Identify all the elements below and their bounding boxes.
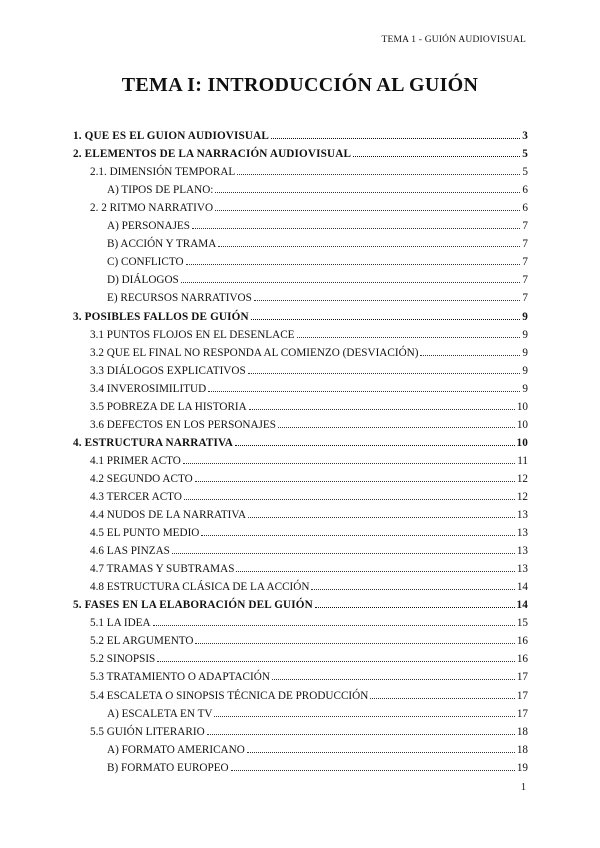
toc-entry-title: 5.3 TRATAMIENTO O ADAPTACIÓN <box>90 671 270 684</box>
dot-leader <box>195 643 514 644</box>
toc-entry-title: A) FORMATO AMERICANO <box>107 743 245 756</box>
toc-entry[interactable] <box>73 575 528 593</box>
dot-leader <box>192 228 520 229</box>
toc-entry-page: 17 <box>516 671 528 684</box>
dot-leader <box>172 553 515 554</box>
toc-entry-title: 3.2 QUE EL FINAL NO RESPONDA AL COMIENZO (DESVIACIÓN) <box>90 346 419 359</box>
dot-leader <box>236 571 514 572</box>
toc-entry-title: 3.4 INVEROSIMILITUD <box>90 382 207 395</box>
toc-entry[interactable] <box>73 665 528 683</box>
toc-entry[interactable] <box>73 431 528 449</box>
toc-entry-title: A) ESCALETA EN TV <box>107 707 213 720</box>
dot-leader <box>420 355 520 356</box>
toc-entry-title: 3.6 DEFECTOS EN LOS PERSONAJES <box>90 418 276 431</box>
dot-leader <box>215 192 520 193</box>
toc-entry-title: A) TIPOS DE PLANO: <box>107 184 214 197</box>
dot-leader <box>195 481 515 482</box>
dot-leader <box>247 752 515 753</box>
toc-entry-page: 7 <box>522 274 528 287</box>
toc-entry-page: 11 <box>517 454 528 467</box>
dot-leader <box>311 589 514 590</box>
dot-leader <box>370 698 515 699</box>
toc-entry-page: 17 <box>516 689 528 702</box>
table-of-contents <box>73 124 528 774</box>
dot-leader <box>235 445 515 446</box>
toc-entry[interactable] <box>73 557 528 575</box>
toc-entry-title: B) FORMATO EUROPEO <box>107 761 229 774</box>
dot-leader <box>186 264 521 265</box>
toc-entry[interactable] <box>73 268 528 286</box>
toc-entry-page: 18 <box>516 725 528 738</box>
dot-leader <box>214 716 514 717</box>
toc-entry-page: 10 <box>516 400 528 413</box>
toc-entry[interactable] <box>73 413 528 431</box>
toc-entry-page: 16 <box>516 635 528 648</box>
dot-leader <box>208 391 520 392</box>
toc-entry-page: 9 <box>522 364 528 377</box>
toc-entry-page: 17 <box>516 707 528 720</box>
toc-entry[interactable] <box>73 323 528 341</box>
toc-entry-title: A) PERSONAJES <box>107 220 190 233</box>
running-header: TEMA 1 - GUIÓN AUDIOVISUAL <box>381 35 526 45</box>
toc-entry[interactable] <box>73 467 528 485</box>
dot-leader <box>181 282 521 283</box>
toc-entry[interactable] <box>73 304 528 322</box>
dot-leader <box>353 156 520 157</box>
toc-entry-page: 9 <box>522 382 528 395</box>
dot-leader <box>184 499 515 500</box>
toc-entry[interactable] <box>73 196 528 214</box>
page-number: 1 <box>521 782 526 793</box>
toc-entry[interactable] <box>73 286 528 304</box>
toc-entry[interactable] <box>73 593 528 611</box>
toc-entry[interactable] <box>73 449 528 467</box>
toc-entry-page: 3 <box>522 130 528 143</box>
toc-entry-title: 5.1 LA IDEA <box>90 617 151 630</box>
toc-entry-title: 3.1 PUNTOS FLOJOS EN EL DESENLACE <box>90 328 295 341</box>
toc-entry-page: 14 <box>516 581 528 594</box>
toc-entry-page: 12 <box>516 472 528 485</box>
toc-entry[interactable] <box>73 178 528 196</box>
dot-leader <box>278 427 515 428</box>
toc-entry-title: 5. FASES EN LA ELABORACIÓN DEL GUIÓN <box>73 599 313 612</box>
dot-leader <box>157 661 515 662</box>
toc-entry-page: 10 <box>516 436 528 449</box>
dot-leader <box>272 679 515 680</box>
toc-entry-title: 3.3 DIÁLOGOS EXPLICATIVOS <box>90 364 246 377</box>
toc-entry[interactable] <box>73 702 528 720</box>
toc-entry-page: 10 <box>516 418 528 431</box>
toc-entry-page: 13 <box>516 527 528 540</box>
toc-entry-page: 7 <box>522 256 528 269</box>
dot-leader <box>231 770 515 771</box>
toc-entry-title: 4.4 NUDOS DE LA NARRATIVA <box>90 509 247 522</box>
toc-entry-title: 2. ELEMENTOS DE LA NARRACIÓN AUDIOVISUAL <box>73 148 352 161</box>
toc-entry-page: 5 <box>522 148 528 161</box>
toc-entry[interactable] <box>73 756 528 774</box>
toc-entry-title: 4.8 ESTRUCTURA CLÁSICA DE LA ACCIÓN <box>90 581 310 594</box>
toc-entry-page: 19 <box>516 761 528 774</box>
toc-entry-title: 5.2 EL ARGUMENTO <box>90 635 194 648</box>
toc-entry-page: 9 <box>522 328 528 341</box>
toc-entry[interactable] <box>73 521 528 539</box>
toc-entry-title: 5.2 SINOPSIS <box>90 653 156 666</box>
dot-leader <box>237 174 520 175</box>
toc-entry-page: 13 <box>516 563 528 576</box>
toc-entry-page: 14 <box>516 599 528 612</box>
toc-entry[interactable] <box>73 160 528 178</box>
toc-entry-title: 4.5 EL PUNTO MEDIO <box>90 527 200 540</box>
toc-entry-page: 9 <box>522 310 528 323</box>
dot-leader <box>315 607 515 608</box>
toc-entry-title: D) DIÁLOGOS <box>107 274 179 287</box>
dot-leader <box>249 409 515 410</box>
toc-entry[interactable] <box>73 738 528 756</box>
toc-entry-title: 2.1. DIMENSIÓN TEMPORAL <box>90 166 236 179</box>
toc-entry-page: 16 <box>516 653 528 666</box>
toc-entry[interactable] <box>73 250 528 268</box>
toc-entry-page: 7 <box>522 292 528 305</box>
toc-entry-title: 4.6 LAS PINZAS <box>90 545 170 558</box>
toc-entry[interactable] <box>73 377 528 395</box>
dot-leader <box>251 319 521 320</box>
dot-leader <box>248 517 515 518</box>
toc-entry-title: B) ACCIÓN Y TRAMA <box>107 238 217 251</box>
toc-entry-title: 4.3 TERCER ACTO <box>90 490 182 503</box>
toc-entry-page: 12 <box>516 490 528 503</box>
toc-entry[interactable] <box>73 214 528 232</box>
toc-entry[interactable] <box>73 142 528 160</box>
toc-entry-title: 3.5 POBREZA DE LA HISTORIA <box>90 400 247 413</box>
toc-entry[interactable] <box>73 341 528 359</box>
toc-entry-page: 13 <box>516 545 528 558</box>
document-title: TEMA I: INTRODUCCIÓN AL GUIÓN <box>121 74 479 96</box>
toc-entry-title: 4. ESTRUCTURA NARRATIVA <box>73 436 233 449</box>
toc-entry-page: 18 <box>516 743 528 756</box>
toc-entry-page: 15 <box>516 617 528 630</box>
toc-entry[interactable] <box>73 683 528 701</box>
toc-entry-title: 5.5 GUIÓN LITERARIO <box>90 725 205 738</box>
toc-entry-title: 1. QUE ES EL GUION AUDIOVISUAL <box>73 130 269 143</box>
toc-entry[interactable] <box>73 485 528 503</box>
toc-entry-title: 3. POSIBLES FALLOS DE GUIÓN <box>73 310 249 323</box>
dot-leader <box>271 138 520 139</box>
toc-entry-page: 5 <box>522 166 528 179</box>
toc-entry[interactable] <box>73 611 528 629</box>
toc-entry-page: 7 <box>522 220 528 233</box>
toc-entry-title: C) CONFLICTO <box>107 256 184 269</box>
dot-leader <box>207 734 515 735</box>
dot-leader <box>183 463 515 464</box>
toc-entry-page: 6 <box>522 184 528 197</box>
toc-entry-page: 13 <box>516 509 528 522</box>
toc-entry[interactable] <box>73 503 528 521</box>
toc-entry-page: 6 <box>522 202 528 215</box>
dot-leader <box>215 210 520 211</box>
dot-leader <box>153 625 515 626</box>
toc-entry-title: 4.2 SEGUNDO ACTO <box>90 472 193 485</box>
dot-leader <box>248 373 521 374</box>
toc-entry[interactable] <box>73 395 528 413</box>
dot-leader <box>254 300 521 301</box>
toc-entry[interactable] <box>73 232 528 250</box>
toc-entry[interactable] <box>73 539 528 557</box>
toc-entry-page: 9 <box>522 346 528 359</box>
toc-entry-title: E) RECURSOS NARRATIVOS <box>107 292 252 305</box>
toc-entry[interactable] <box>73 629 528 647</box>
dot-leader <box>218 246 520 247</box>
toc-entry[interactable] <box>73 720 528 738</box>
toc-entry-title: 2. 2 RITMO NARRATIVO <box>90 202 214 215</box>
dot-leader <box>201 535 514 536</box>
toc-entry-title: 4.7 TRAMAS Y SUBTRAMAS <box>90 563 235 576</box>
toc-entry-title: 5.4 ESCALETA O SINOPSIS TÉCNICA DE PRODUCCIÓN <box>90 689 369 702</box>
dot-leader <box>297 337 521 338</box>
toc-entry-page: 7 <box>522 238 528 251</box>
toc-entry[interactable] <box>73 359 528 377</box>
toc-entry[interactable] <box>73 647 528 665</box>
toc-entry-title: 4.1 PRIMER ACTO <box>90 454 181 467</box>
toc-entry[interactable] <box>73 124 528 142</box>
